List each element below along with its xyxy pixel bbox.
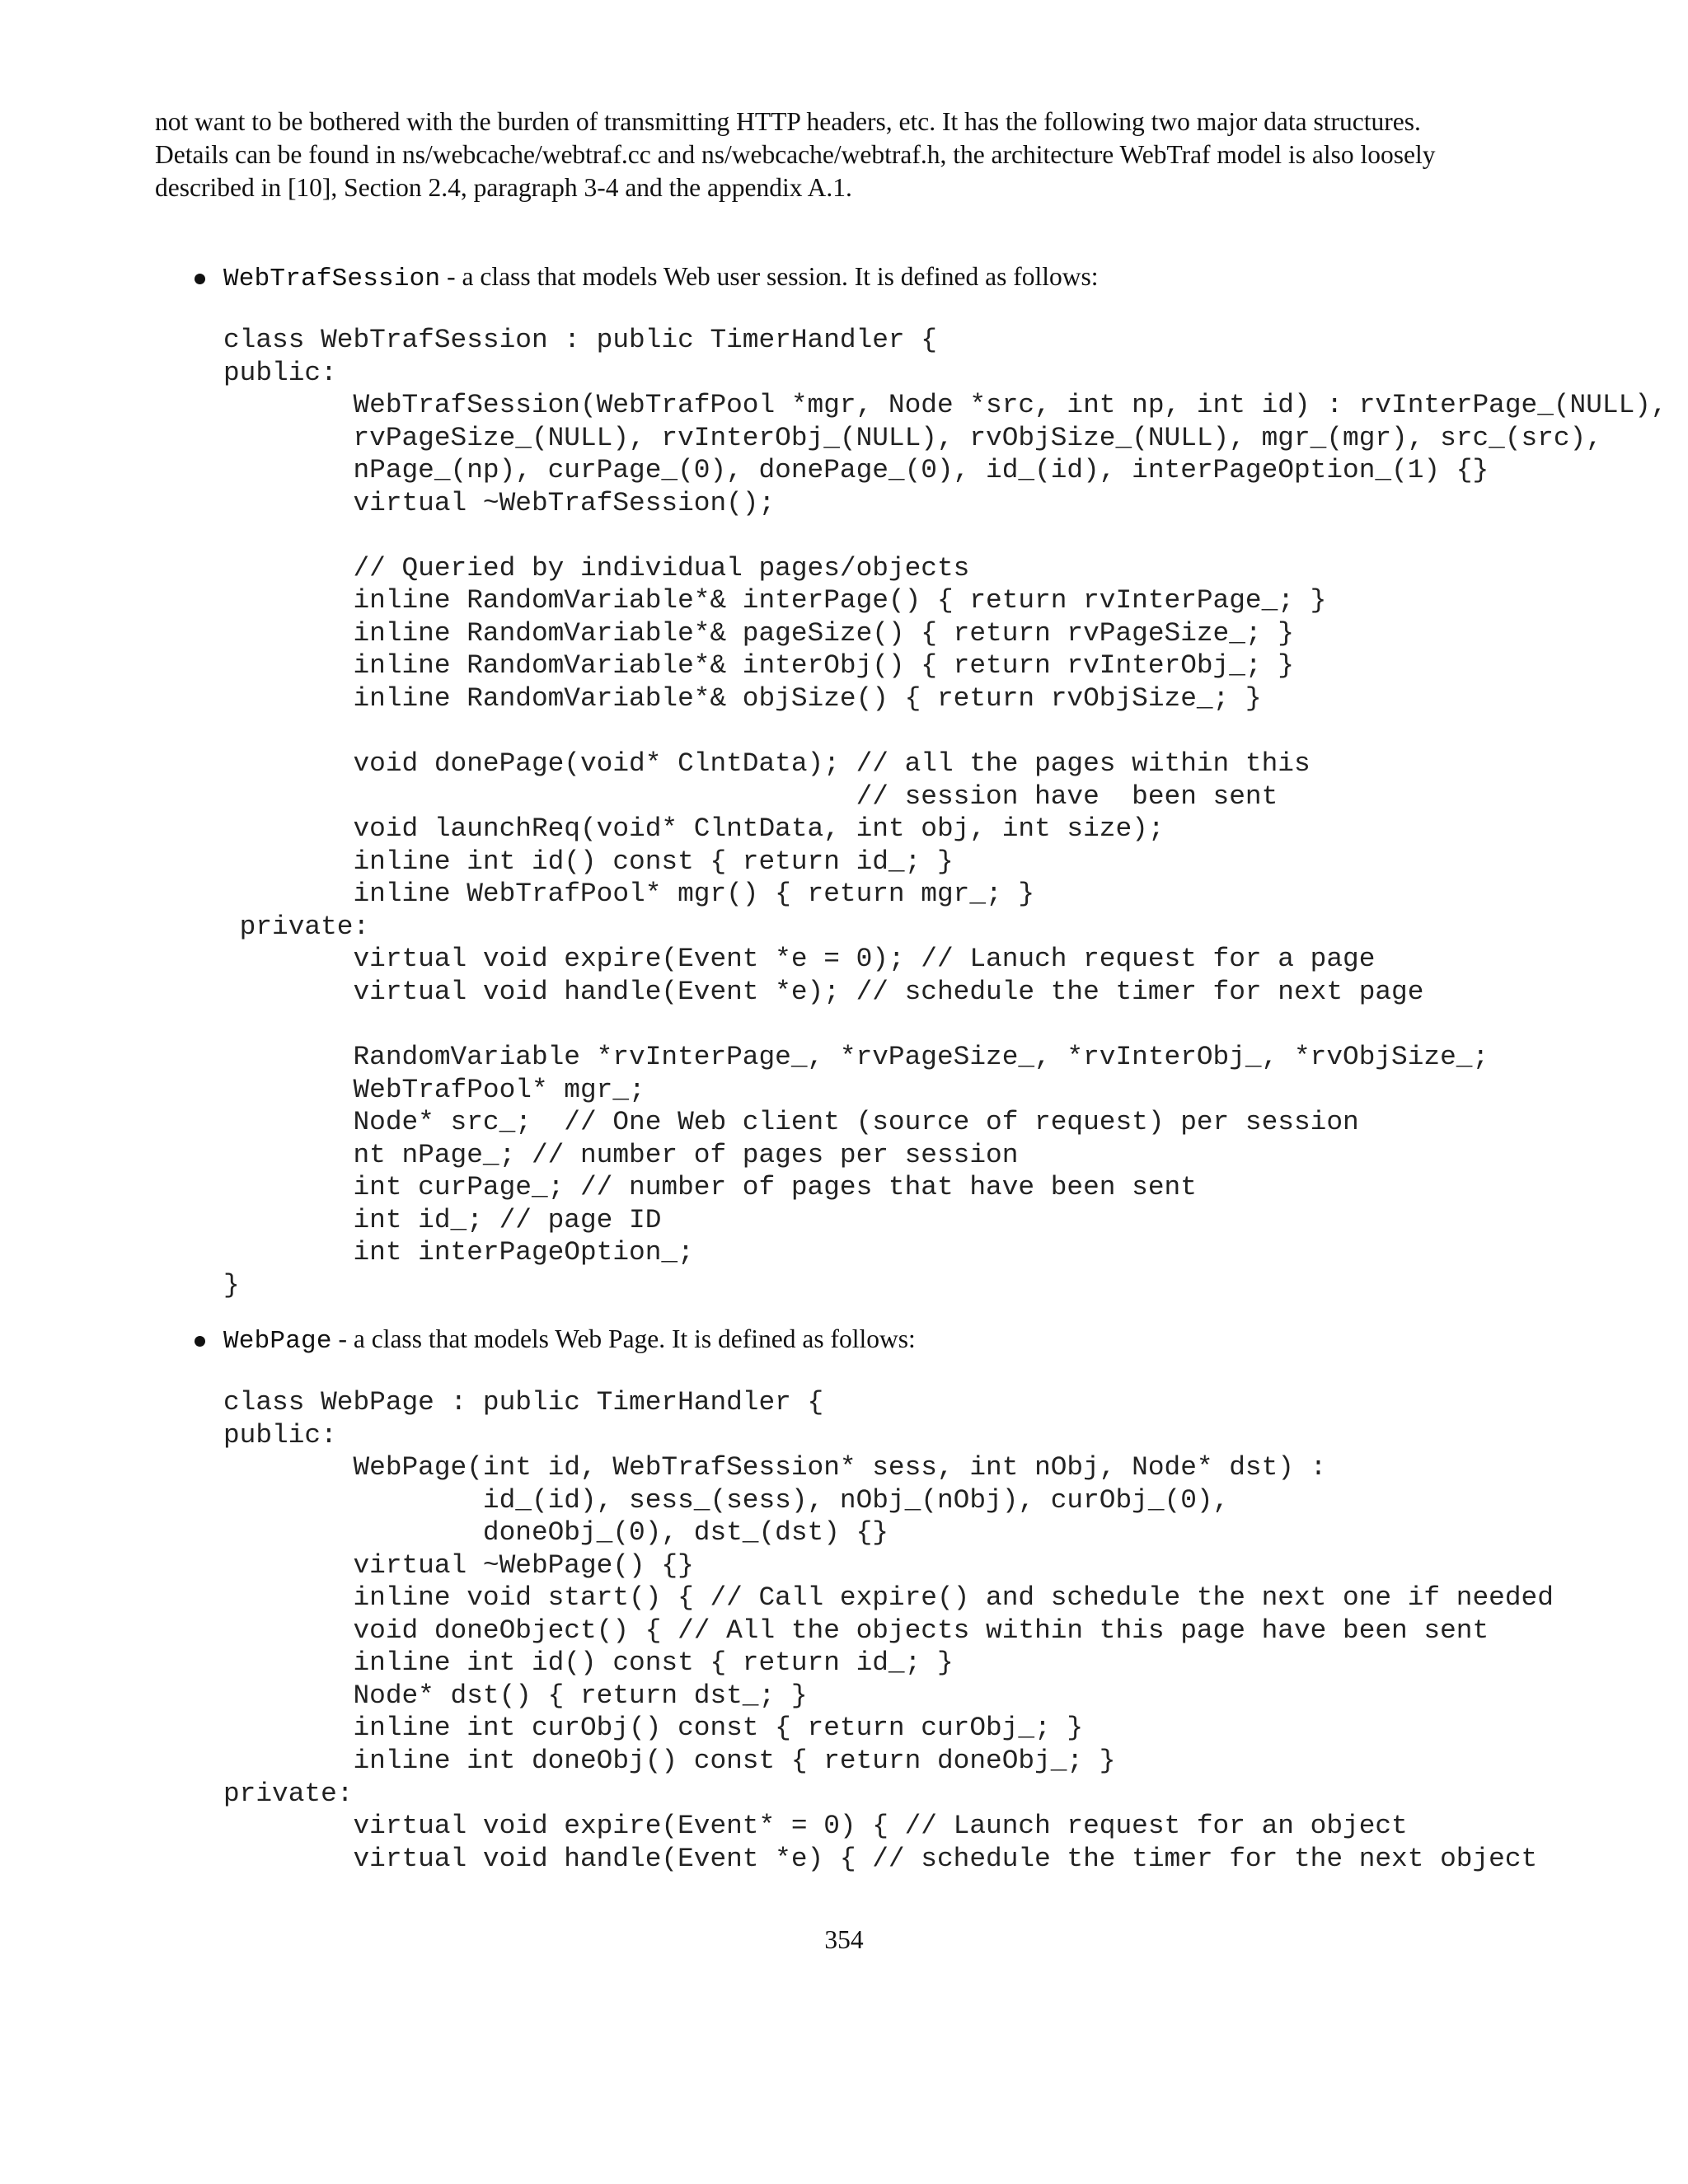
intro-line: not want to be bothered with the burden of transmitting HTTP headers, etc. It has the following two major data structures. [155,107,1421,136]
class-name: WebTrafSession [223,265,441,293]
bullet-description: - a class that models Web user session. It is defined as follows: [440,262,1099,291]
bullet-description: - a class that models Web Page. It is defined as follows: [331,1324,916,1353]
code-listing-webtrafsession: class WebTrafSession : public TimerHandler { public: WebTrafSession(WebTrafPool *mgr, Node *src, int np, int id) : rvInterPage_(NULL), rvPageSize_(NULL), rvInterObj_(NULL), rvObjSize_(NULL), mgr_(mgr), src_(src), nPage_(np), curPage_(0), donePage_(0), id_(id), interPageOption_(1) {} virtual ~WebTrafSession(); // Queried by individual pages/objects inline RandomVariable*& interPage() { return rvInterPage_; } inline RandomVariable*& pageSize() { return rvPageSize_; } inline RandomVariable*& interObj() { return rvInterObj_; } inline RandomVariable*& objSize() { return rvObjSize_; } void donePage(void* ClntData); // all the pages within this // session have been sent void launchReq(void* ClntData, int obj, int size); inline int id() const { return id_; } inline WebTrafPool* mgr() { return mgr_; } private: virtual void expire(Event *e = 0); // Lanuch request for a page virtual void handle(Event *e); // schedule the timer for next page RandomVariable *rvInterPage_, *rvPageSize_, *rvInterObj_, *rvObjSize_; WebTrafPool* mgr_; Node* src_; // One Web client (source of request) per session nt nPage_; // number of pages per session int curPage_; // number of pages that have been sent int id_; // page ID int interPageOption_; } [223,325,1667,1301]
class-name: WebPage [223,1327,332,1356]
bullet-icon [195,1336,205,1347]
bullet-heading [223,260,1099,296]
bullet-icon [195,274,205,284]
bullet-heading [223,1323,916,1358]
intro-paragraph [155,105,1556,204]
intro-line: Details can be found in ns/webcache/webtraf.cc and ns/webcache/webtraf.h, the architecture WebTraf model is also loosely [155,140,1436,169]
code-listing-webpage: class WebPage : public TimerHandler { public: WebPage(int id, WebTrafSession* sess, int nObj, Node* dst) : id_(id), sess_(sess), nObj_(nObj), curObj_(0), doneObj_(0), dst_(dst) {} virtual ~WebPage() {} inline void start() { // Call expire() and schedule the next one if needed void doneObject() { // All the objects within this page have been sent inline int id() const { return id_; } Node* dst() { return dst_; } inline int curObj() const { return curObj_; } inline int doneObj() const { return doneObj_; } private: virtual void expire(Event* = 0) { // Launch request for an object virtual void handle(Event *e) { // schedule the timer for the next object [223,1387,1554,1874]
intro-line: described in [10], Section 2.4, paragraph 3-4 and the appendix A.1. [155,173,852,202]
page-number: 354 [824,1925,864,1954]
